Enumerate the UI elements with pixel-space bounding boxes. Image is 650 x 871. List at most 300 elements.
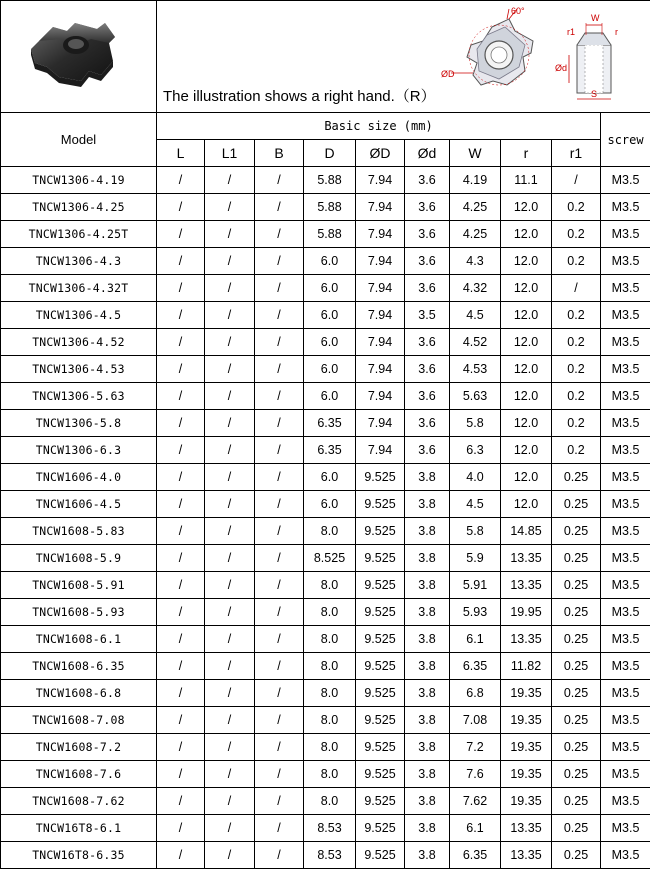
cell-r: 19.35 [501, 734, 552, 761]
cell-d: 6.0 [304, 275, 356, 302]
cell-l: / [157, 221, 205, 248]
header-screw: screw [601, 113, 650, 167]
cell-w: 7.08 [450, 707, 501, 734]
cell-d: 8.0 [304, 734, 356, 761]
header-col-r: r [501, 140, 552, 167]
cell-l: / [157, 383, 205, 410]
cell-l: / [157, 518, 205, 545]
cell-model: TNCW1306-4.5 [1, 302, 157, 329]
cell-screw: M3.5 [601, 275, 650, 302]
cell-b: / [255, 302, 304, 329]
cell-l1: / [205, 194, 255, 221]
cell-screw: M3.5 [601, 437, 650, 464]
cell-screw: M3.5 [601, 248, 650, 275]
table-row [1, 383, 650, 410]
cell-w: 4.25 [450, 194, 501, 221]
cell-r: 12.0 [501, 302, 552, 329]
cell-l1: / [205, 383, 255, 410]
table-row [1, 275, 650, 302]
table-row [1, 194, 650, 221]
cell-l1: / [205, 221, 255, 248]
cell-od: 7.94 [356, 194, 405, 221]
cell-b: / [255, 518, 304, 545]
cell-r1: 0.25 [552, 518, 601, 545]
cell-b: / [255, 653, 304, 680]
cell-od: 9.525 [356, 788, 405, 815]
cell-od: 9.525 [356, 491, 405, 518]
table-row [1, 410, 650, 437]
cell-w: 4.19 [450, 167, 501, 194]
cell-l1: / [205, 707, 255, 734]
cell-r: 13.35 [501, 626, 552, 653]
cell-r1: 0.25 [552, 680, 601, 707]
header-col-r1: r1 [552, 140, 601, 167]
cell-od: 9.525 [356, 842, 405, 869]
cell-b: / [255, 356, 304, 383]
cell-model: TNCW1608-7.2 [1, 734, 157, 761]
cell-r: 12.0 [501, 464, 552, 491]
cell-r1: 0.25 [552, 545, 601, 572]
cell-r: 19.35 [501, 680, 552, 707]
header-col-W: W [450, 140, 501, 167]
cell-l1: / [205, 167, 255, 194]
table-row [1, 653, 650, 680]
table-row [1, 815, 650, 842]
cell-model: TNCW1608-6.35 [1, 653, 157, 680]
cell-screw: M3.5 [601, 464, 650, 491]
table-row [1, 788, 650, 815]
cell-model: TNCW1306-4.25T [1, 221, 157, 248]
cell-r: 19.35 [501, 761, 552, 788]
cell-model: TNCW1306-4.53 [1, 356, 157, 383]
phi-d-label: ØD [441, 69, 455, 79]
cell-r1: / [552, 167, 601, 194]
cell-od: 3.8 [405, 545, 450, 572]
cell-l: / [157, 842, 205, 869]
header-col-D: D [304, 140, 356, 167]
cell-b: / [255, 248, 304, 275]
cell-b: / [255, 194, 304, 221]
cell-screw: M3.5 [601, 221, 650, 248]
cell-model: TNCW1306-6.3 [1, 437, 157, 464]
product-photo-cell [1, 1, 157, 113]
cell-od: 7.94 [356, 356, 405, 383]
cell-b: / [255, 167, 304, 194]
cell-screw: M3.5 [601, 329, 650, 356]
header-col-B: B [255, 140, 304, 167]
cell-od: 9.525 [356, 626, 405, 653]
cell-b: / [255, 275, 304, 302]
cell-od: 3.8 [405, 464, 450, 491]
cell-d: 8.0 [304, 572, 356, 599]
cell-d: 8.0 [304, 599, 356, 626]
cell-od: 7.94 [356, 248, 405, 275]
cell-od: 3.6 [405, 275, 450, 302]
cell-od: 9.525 [356, 464, 405, 491]
cell-od: 9.525 [356, 815, 405, 842]
cell-d: 5.88 [304, 194, 356, 221]
cell-l: / [157, 653, 205, 680]
cell-od: 3.6 [405, 194, 450, 221]
cell-w: 5.93 [450, 599, 501, 626]
cell-r1: 0.25 [552, 761, 601, 788]
cell-w: 5.8 [450, 518, 501, 545]
cell-od: 9.525 [356, 680, 405, 707]
cell-model: TNCW16T8-6.35 [1, 842, 157, 869]
cell-d: 6.0 [304, 329, 356, 356]
cell-screw: M3.5 [601, 599, 650, 626]
cell-b: / [255, 545, 304, 572]
cell-b: / [255, 680, 304, 707]
cell-l1: / [205, 653, 255, 680]
cell-od: 3.8 [405, 734, 450, 761]
s-label: S [591, 89, 598, 99]
cell-d: 8.0 [304, 680, 356, 707]
cell-d: 6.35 [304, 410, 356, 437]
cell-od: 3.8 [405, 599, 450, 626]
table-row [1, 437, 650, 464]
cell-w: 7.6 [450, 761, 501, 788]
cell-r1: 0.2 [552, 410, 601, 437]
cell-r1: 0.2 [552, 194, 601, 221]
cell-r1: 0.25 [552, 734, 601, 761]
table-row [1, 518, 650, 545]
cell-od: 9.525 [356, 545, 405, 572]
cell-screw: M3.5 [601, 761, 650, 788]
cell-model: TNCW1608-6.1 [1, 626, 157, 653]
cell-l1: / [205, 464, 255, 491]
cell-od: 9.525 [356, 518, 405, 545]
cell-d: 5.88 [304, 167, 356, 194]
table-body [1, 167, 650, 869]
cell-model: TNCW1306-4.3 [1, 248, 157, 275]
cell-model: TNCW1608-5.93 [1, 599, 157, 626]
cell-od: 9.525 [356, 761, 405, 788]
cell-w: 4.3 [450, 248, 501, 275]
cell-b: / [255, 707, 304, 734]
cell-od: 3.8 [405, 572, 450, 599]
cell-r1: 0.25 [552, 572, 601, 599]
cell-r: 12.0 [501, 329, 552, 356]
cell-l1: / [205, 437, 255, 464]
cell-od: 7.94 [356, 410, 405, 437]
cell-d: 8.0 [304, 761, 356, 788]
cell-l1: / [205, 761, 255, 788]
cell-l1: / [205, 815, 255, 842]
cell-l: / [157, 437, 205, 464]
cell-w: 6.35 [450, 842, 501, 869]
cell-r: 11.1 [501, 167, 552, 194]
cell-l1: / [205, 734, 255, 761]
table-row [1, 356, 650, 383]
table-row [1, 167, 650, 194]
cell-r1: 0.25 [552, 815, 601, 842]
cell-screw: M3.5 [601, 545, 650, 572]
cell-l: / [157, 626, 205, 653]
cell-od: 7.94 [356, 275, 405, 302]
cell-l1: / [205, 518, 255, 545]
cell-r1: 0.25 [552, 599, 601, 626]
cell-r1: 0.25 [552, 626, 601, 653]
profile-diagram [437, 5, 567, 105]
cell-w: 5.63 [450, 383, 501, 410]
table-row [1, 626, 650, 653]
cell-w: 6.3 [450, 437, 501, 464]
cell-screw: M3.5 [601, 383, 650, 410]
table-row [1, 761, 650, 788]
table-row [1, 680, 650, 707]
cell-r1: 0.2 [552, 356, 601, 383]
cell-d: 8.0 [304, 707, 356, 734]
cell-r1: 0.25 [552, 788, 601, 815]
cell-od: 3.8 [405, 707, 450, 734]
cell-r: 12.0 [501, 437, 552, 464]
cell-od: 3.6 [405, 167, 450, 194]
cell-l: / [157, 599, 205, 626]
cell-l: / [157, 410, 205, 437]
cell-l: / [157, 734, 205, 761]
cell-od: 7.94 [356, 302, 405, 329]
cell-w: 5.8 [450, 410, 501, 437]
cell-model: TNCW1306-5.8 [1, 410, 157, 437]
cell-screw: M3.5 [601, 626, 650, 653]
cell-od: 3.8 [405, 491, 450, 518]
header-col-L1: L1 [205, 140, 255, 167]
r-label: r [615, 27, 618, 37]
cell-l1: / [205, 626, 255, 653]
cell-l: / [157, 329, 205, 356]
cell-model: TNCW1608-5.83 [1, 518, 157, 545]
header-basic-size: Basic size (mm) [157, 113, 601, 140]
cell-l: / [157, 167, 205, 194]
cell-d: 6.35 [304, 437, 356, 464]
cell-od: 3.8 [405, 518, 450, 545]
cell-r: 12.0 [501, 356, 552, 383]
cell-screw: M3.5 [601, 518, 650, 545]
cell-model: TNCW1306-4.19 [1, 167, 157, 194]
cell-l: / [157, 815, 205, 842]
cell-l: / [157, 761, 205, 788]
cell-l1: / [205, 248, 255, 275]
cell-model: TNCW1608-6.8 [1, 680, 157, 707]
cell-w: 6.1 [450, 815, 501, 842]
cell-w: 4.53 [450, 356, 501, 383]
cell-w: 6.1 [450, 626, 501, 653]
cell-d: 8.525 [304, 545, 356, 572]
cell-model: TNCW1608-5.91 [1, 572, 157, 599]
table-row [1, 545, 650, 572]
cell-od: 9.525 [356, 572, 405, 599]
cell-od: 3.6 [405, 221, 450, 248]
cell-model: TNCW1608-5.9 [1, 545, 157, 572]
cell-r1: 0.25 [552, 653, 601, 680]
cell-r: 12.0 [501, 491, 552, 518]
cell-b: / [255, 464, 304, 491]
cell-w: 4.25 [450, 221, 501, 248]
cell-screw: M3.5 [601, 842, 650, 869]
cell-r: 12.0 [501, 248, 552, 275]
cell-w: 4.5 [450, 491, 501, 518]
cell-r1: 0.2 [552, 437, 601, 464]
cell-model: TNCW16T8-6.1 [1, 815, 157, 842]
cell-od: 3.8 [405, 761, 450, 788]
phi-d-small-label: Ød [555, 63, 568, 73]
cell-d: 6.0 [304, 248, 356, 275]
cell-screw: M3.5 [601, 194, 650, 221]
cell-r: 19.35 [501, 707, 552, 734]
illustration-caption: The illustration shows a right hand.（R） [163, 88, 436, 105]
header-col-L: L [157, 140, 205, 167]
angle-label: 60° [511, 6, 525, 16]
cell-w: 4.0 [450, 464, 501, 491]
cell-d: 6.0 [304, 464, 356, 491]
cell-od: 3.6 [405, 410, 450, 437]
cell-r: 19.95 [501, 599, 552, 626]
cell-r1: 0.2 [552, 383, 601, 410]
w-label: W [591, 13, 600, 23]
cell-screw: M3.5 [601, 356, 650, 383]
cell-r: 13.35 [501, 815, 552, 842]
cell-b: / [255, 221, 304, 248]
cell-r: 12.0 [501, 221, 552, 248]
cell-r1: 0.2 [552, 329, 601, 356]
cell-l: / [157, 680, 205, 707]
cell-model: TNCW1306-4.52 [1, 329, 157, 356]
table-row [1, 599, 650, 626]
cell-w: 4.32 [450, 275, 501, 302]
cell-l: / [157, 275, 205, 302]
cell-screw: M3.5 [601, 572, 650, 599]
cell-b: / [255, 572, 304, 599]
table-row [1, 572, 650, 599]
cell-model: TNCW1606-4.0 [1, 464, 157, 491]
cell-od: 3.8 [405, 788, 450, 815]
cell-od: 7.94 [356, 383, 405, 410]
cell-d: 6.0 [304, 302, 356, 329]
cell-b: / [255, 626, 304, 653]
cell-b: / [255, 788, 304, 815]
cell-d: 6.0 [304, 491, 356, 518]
cell-r: 14.85 [501, 518, 552, 545]
cell-model: TNCW1306-4.32T [1, 275, 157, 302]
cell-d: 8.0 [304, 626, 356, 653]
cell-r: 11.82 [501, 653, 552, 680]
cell-r: 12.0 [501, 410, 552, 437]
cell-b: / [255, 842, 304, 869]
cell-l: / [157, 788, 205, 815]
cell-l1: / [205, 491, 255, 518]
cell-od: 3.8 [405, 842, 450, 869]
cell-w: 5.91 [450, 572, 501, 599]
banner-cell [157, 1, 650, 113]
cell-od: 7.94 [356, 167, 405, 194]
cell-d: 8.0 [304, 653, 356, 680]
cell-d: 6.0 [304, 383, 356, 410]
cell-d: 6.0 [304, 356, 356, 383]
cell-l: / [157, 356, 205, 383]
cell-r: 12.0 [501, 194, 552, 221]
cell-r1: 0.2 [552, 221, 601, 248]
insert-photo [1, 1, 157, 112]
cell-l1: / [205, 680, 255, 707]
cell-screw: M3.5 [601, 653, 650, 680]
table-row [1, 842, 650, 869]
cell-screw: M3.5 [601, 680, 650, 707]
cell-od: 3.6 [405, 437, 450, 464]
cell-model: TNCW1306-4.25 [1, 194, 157, 221]
cell-d: 8.53 [304, 842, 356, 869]
cell-b: / [255, 410, 304, 437]
cell-od: 3.8 [405, 815, 450, 842]
cell-l1: / [205, 275, 255, 302]
cell-od: 9.525 [356, 653, 405, 680]
cell-l1: / [205, 302, 255, 329]
cell-b: / [255, 815, 304, 842]
header-col-Od: Ød [405, 140, 450, 167]
cell-b: / [255, 491, 304, 518]
cell-od: 3.6 [405, 383, 450, 410]
cell-l: / [157, 248, 205, 275]
cell-l1: / [205, 356, 255, 383]
cell-screw: M3.5 [601, 815, 650, 842]
cell-r: 12.0 [501, 383, 552, 410]
r1-label: r1 [567, 27, 576, 37]
cell-l1: / [205, 572, 255, 599]
table-row [1, 221, 650, 248]
cell-od: 9.525 [356, 734, 405, 761]
cell-r: 13.35 [501, 545, 552, 572]
cell-od: 3.8 [405, 653, 450, 680]
cell-screw: M3.5 [601, 491, 650, 518]
cell-d: 8.0 [304, 518, 356, 545]
cell-model: TNCW1608-7.6 [1, 761, 157, 788]
cell-od: 9.525 [356, 707, 405, 734]
cell-w: 5.9 [450, 545, 501, 572]
cell-od: 3.8 [405, 626, 450, 653]
cell-l1: / [205, 329, 255, 356]
table-row [1, 734, 650, 761]
cell-l: / [157, 545, 205, 572]
cell-screw: M3.5 [601, 167, 650, 194]
table-row [1, 248, 650, 275]
cell-r1: 0.25 [552, 464, 601, 491]
cell-l: / [157, 302, 205, 329]
cell-od: 3.6 [405, 329, 450, 356]
cell-od: 7.94 [356, 221, 405, 248]
table-row [1, 329, 650, 356]
cell-od: 7.94 [356, 437, 405, 464]
cell-l: / [157, 464, 205, 491]
cell-screw: M3.5 [601, 302, 650, 329]
cell-od: 7.94 [356, 329, 405, 356]
cell-r: 13.35 [501, 842, 552, 869]
cell-od: 3.8 [405, 680, 450, 707]
cell-model: TNCW1606-4.5 [1, 491, 157, 518]
cell-model: TNCW1608-7.62 [1, 788, 157, 815]
cell-od: 3.5 [405, 302, 450, 329]
cell-d: 5.88 [304, 221, 356, 248]
cell-b: / [255, 383, 304, 410]
cell-w: 6.8 [450, 680, 501, 707]
cell-r1: / [552, 275, 601, 302]
cell-b: / [255, 437, 304, 464]
cell-screw: M3.5 [601, 707, 650, 734]
table-row [1, 464, 650, 491]
cell-l1: / [205, 410, 255, 437]
table-row [1, 302, 650, 329]
cell-l: / [157, 491, 205, 518]
table-row [1, 491, 650, 518]
